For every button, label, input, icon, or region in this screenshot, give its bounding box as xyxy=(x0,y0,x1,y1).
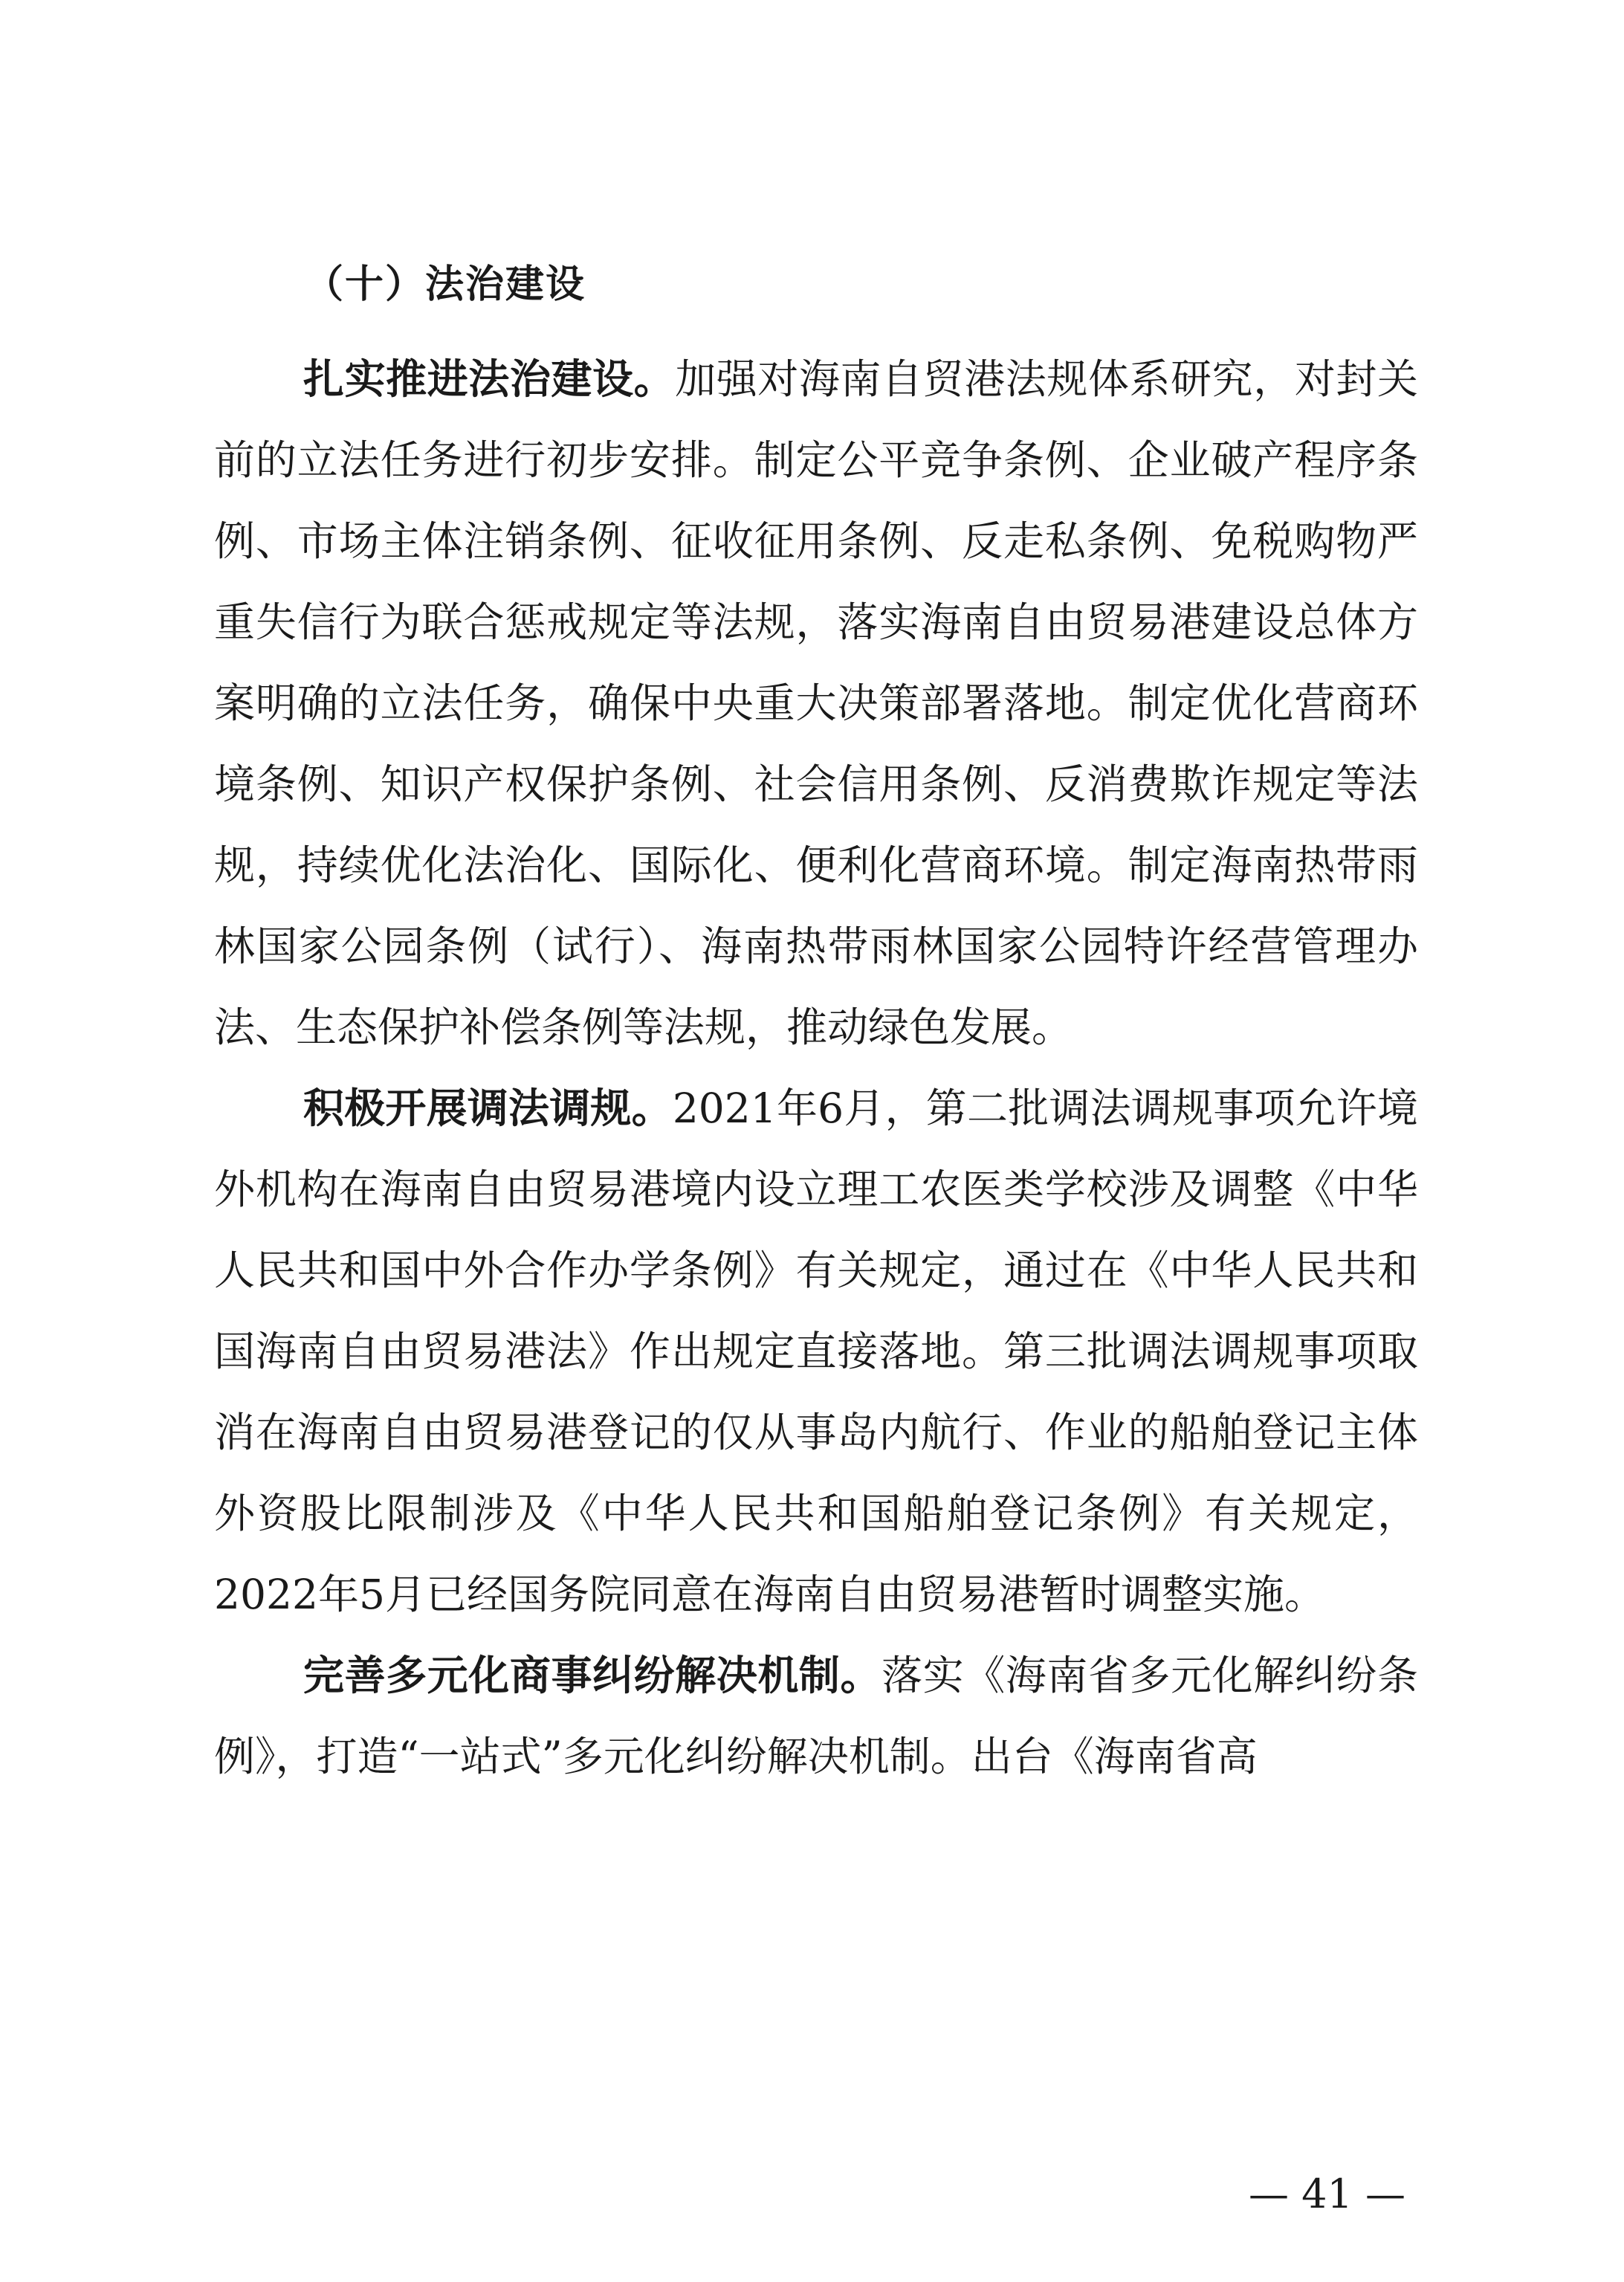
paragraph-lead: 积极开展调法调规。 xyxy=(303,1085,673,1132)
paragraph-law-adjustment xyxy=(214,1068,1418,1635)
paragraph-rule-of-law xyxy=(214,339,1418,1068)
paragraph-text: 加强对海南自贸港法规体系研究，对封关前的立法任务进行初步安排。制定公平竞争条例、企业破产程序条例、市场主体注销条例、征收征用条例、反走私条例、免税购物严重失信行为联合惩戒规定等法规，落实海南自由贸易港建设总体方案明确的立法任务，确保中央重大决策部署落地。制定优化营商环境条例、知识产权保护条例、社会信用条例、反消费欺诈规定等法规，持续优化法治化、国际化、便利化营商环境。制定海南热带雨林国家公园条例（试行）、海南热带雨林国家公园特许经营管理办法、生态保护补偿条例等法规，推动绿色发展。 xyxy=(214,355,1418,1051)
paragraph-text: 落实《海南省多元化解纠纷条例》，打造“一站式”多元化纠纷解决机制。出台《海南省高 xyxy=(214,1652,1418,1780)
section-heading: （十）法治建设 xyxy=(305,262,586,307)
page-number: — 41 — xyxy=(1249,2171,1406,2217)
paragraph-dispute-resolution xyxy=(214,1635,1418,1797)
paragraph-text: 2021年6月，第二批调法调规事项允许境外机构在海南自由贸易港境内设立理工农医类学校涉及调整《中华人民共和国中外合作办学条例》有关规定，通过在《中华人民共和国海南自由贸易港法》作出规定直接落地。第三批调法调规事项取消在海南自由贸易港登记的仅从事岛内航行、作业的船舶登记主体外资股比限制涉及《中华人民共和国船舶登记条例》有关规定，2022年5月已经国务院同意在海南自由贸易港暂时调整实施。 xyxy=(214,1085,1418,1618)
paragraph-lead: 扎实推进法治建设。 xyxy=(303,355,676,403)
body-text xyxy=(214,339,1418,1797)
paragraph-lead: 完善多元化商事纠纷解决机制。 xyxy=(303,1652,882,1699)
